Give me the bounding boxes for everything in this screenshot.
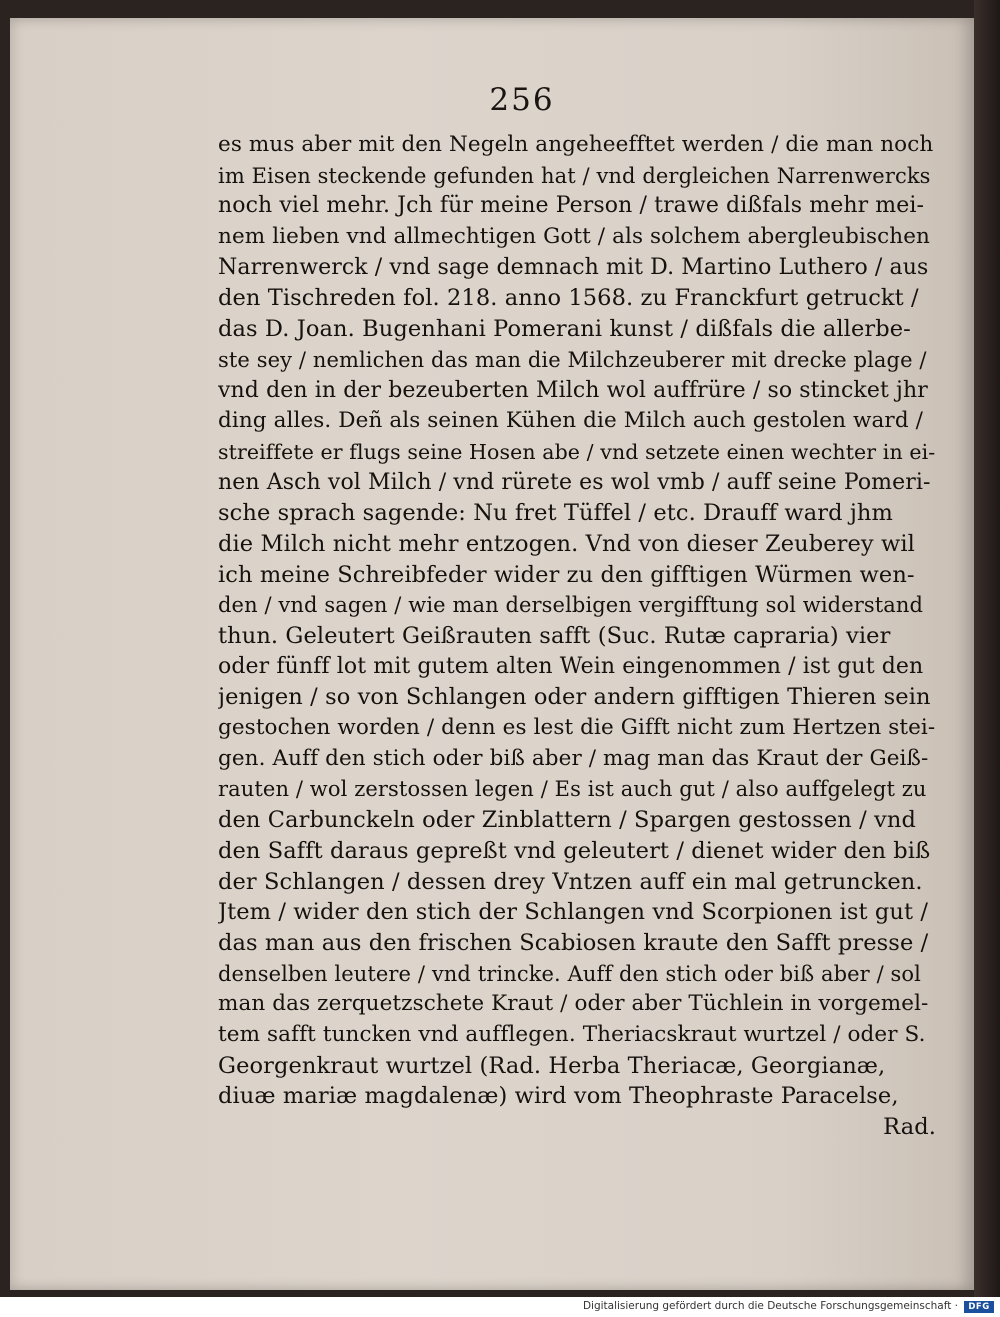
text-line: die Milch nicht mehr entzogen. Vnd von dieser Zeuberey wil: [218, 530, 915, 557]
text-line: Jtem / wider den stich der Schlangen vnd Scorpionen ist gut /: [218, 899, 929, 926]
footer-bar: [0, 1297, 1000, 1317]
text-line: im Eisen steckende gefunden hat / vnd dergleichen Narrenwercks: [218, 163, 931, 188]
text-line: den / vnd sagen / wie man derselbigen vergifftung sol widerstand: [218, 593, 924, 618]
text-line: sche sprach sagende: Nu fret Tüffel / etc. Drauff ward jhm: [218, 500, 893, 527]
text-line: vnd den in der bezeuberten Milch wol auffrüre / so stincket jhr: [218, 377, 928, 403]
text-line: ding alles. Deñ als seinen Kühen die Milch auch gestolen ward /: [218, 408, 923, 434]
funding-note: Digitalisierung gefördert durch die Deutsche Forschungsgemeinschaft ·: [582, 1300, 958, 1312]
text-line: Narrenwerck / vnd sage demnach mit D. Martino Luthero / aus: [218, 254, 929, 280]
dfg-logo: DFG: [964, 1301, 994, 1313]
text-line: gestochen worden / denn es lest die Gifft nicht zum Hertzen stei-: [218, 715, 936, 741]
text-line: den Safft daraus gepreßt vnd geleutert / dienet wider den biß: [218, 837, 931, 864]
book-page: [10, 18, 974, 1290]
text-line: den Carbunckeln oder Zinblattern / Spargen gestossen / vnd: [218, 807, 916, 834]
page-body-text: [218, 130, 936, 1143]
text-line: ste sey / nemlichen das man die Milchzeuberer mit drecke plage /: [218, 347, 927, 372]
page-number: 256: [489, 82, 555, 118]
text-line: den Tischreden fol. 218. anno 1568. zu Franckfurt getruckt /: [218, 285, 919, 312]
text-line: noch viel mehr. Jch für meine Person / trawe dißfals mehr mei-: [218, 193, 925, 219]
text-line: oder fünff lot mit gutem alten Wein eingenommen / ist gut den: [218, 653, 924, 679]
catchword: Rad.: [883, 1114, 936, 1140]
text-line: thun. Geleutert Geißrauten safft (Suc. Rutæ capraria) vier: [218, 623, 891, 649]
text-line: gen. Auff den stich oder biß aber / mag man das Kraut der Geiß-: [218, 745, 929, 771]
text-line: man das zerquetzschete Kraut / oder aber Tüchlein in vorgemel-: [218, 991, 929, 1017]
text-line: streiffete er flugs seine Hosen abe / vnd setzete einen wechter in ei-: [218, 439, 936, 464]
text-line: das D. Joan. Bugenhani Pomerani kunst / dißfals die allerbe-: [218, 316, 911, 343]
text-line: jenigen / so von Schlangen oder andern gifftigen Thieren sein: [218, 684, 931, 711]
text-line: diuæ mariæ magdalenæ) wird vom Theophraste Paracelse,: [218, 1083, 899, 1110]
text-line: ich meine Schreibfeder wider zu den gifftigen Würmen wen-: [218, 561, 915, 588]
text-line: Georgenkraut wurtzel (Rad. Herba Theriacæ, Georgianæ,: [218, 1052, 886, 1079]
text-line: nen Asch vol Milch / vnd rürete es wol vmb / auff seine Pomeri-: [218, 469, 931, 495]
text-line: rauten / wol zerstossen legen / Es ist auch gut / also auffgelegt zu: [218, 777, 927, 802]
text-line: nem lieben vnd allmechtigen Gott / als solchem abergleubischen: [218, 224, 930, 250]
text-line: der Schlangen / dessen drey Vntzen auff ein mal getruncken.: [218, 868, 923, 895]
text-line: tem safft tuncken vnd aufflegen. Theriacskraut wurtzel / oder S.: [218, 1021, 926, 1047]
book-edge: [974, 0, 1000, 1297]
text-line: es mus aber mit den Negeln angeheefftet werden / die man noch: [218, 132, 934, 157]
text-line: denselben leutere / vnd trincke. Auff den stich oder biß aber / sol: [218, 961, 921, 986]
text-line: das man aus den frischen Scabiosen kraute den Safft presse /: [218, 929, 929, 956]
